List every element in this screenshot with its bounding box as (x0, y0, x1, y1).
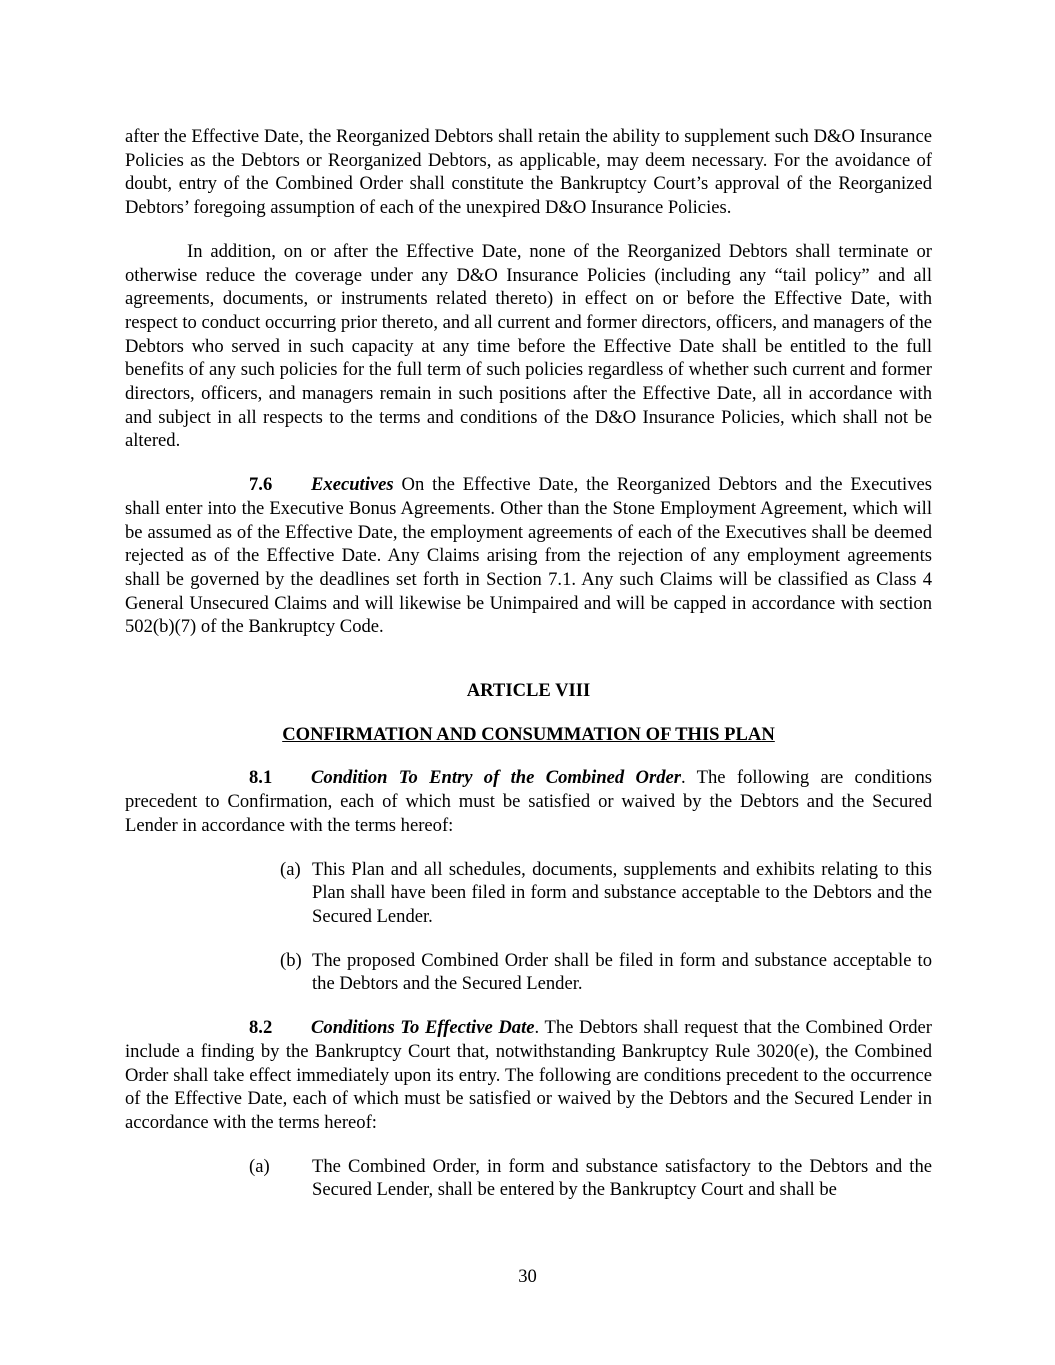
section-8-2 (125, 1016, 932, 1135)
section-text: . The following are conditions precedent to Confirmation, each of which must be satisfied or waived by the Debtors and the Secured Lender in accordance with the terms hereof: (125, 767, 932, 836)
list-item-label: (a) (280, 858, 301, 880)
section-8-1 (125, 766, 932, 837)
section-number: 8.2 (249, 1017, 273, 1039)
section-7-6 (125, 473, 932, 639)
list-item-label: (b) (280, 949, 302, 971)
section-number: 8.1 (249, 767, 273, 789)
section-title: Condition To Entry of the Combined Order (311, 767, 681, 789)
page-number: 30 (518, 1266, 537, 1287)
section-title: Executives (311, 474, 394, 496)
list-item (249, 1155, 932, 1202)
article-number: ARTICLE VIII (466, 680, 591, 702)
section-number: 7.6 (249, 474, 273, 496)
paragraph-in-addition: In addition, on or after the Effective Date, none of the Reorganized Debtors shall terminate or otherwise reduce the coverage under any D&O Insurance Policies (including any “tail policy” and all agreements, documents, or instruments related thereto) in effect on or before the Effective Date, with respect to conduct occurring prior thereto, and all current and former directors, officers, and managers of the Debtors who served in such capacity at any time before the Effective Date shall be entitled to the full benefits of any such policies for the full term of such policies regardless of whether such current and former directors, officers, and managers remain in such positions after the Effective Date, all in accordance with and subject in all respects to the terms and conditions of the D&O Insurance Policies, which shall not be altered. (125, 240, 932, 452)
document-body (125, 125, 932, 1202)
list-item-label: (a) (249, 1155, 270, 1177)
list-item (280, 949, 932, 996)
article-title (125, 723, 932, 747)
list-item-text: This Plan and all schedules, documents, supplements and exhibits relating to this Plan shall have been filed in form and substance acceptable to the Debtors and the Secured Lender. (312, 858, 932, 927)
paragraph-do-insurance-continued: after the Effective Date, the Reorganized Debtors shall retain the ability to supplement such D&O Insurance Policies as the Debtors or Reorganized Debtors, as applicable, may deem necessary. For the avoidance of doubt, entry of the Combined Order shall constitute the Bankruptcy Court’s approval of the Reorganized Debtors’ foregoing assumption of each of the unexpired D&O Insurance Policies. (125, 126, 932, 219)
list-item-text: The proposed Combined Order shall be filed in form and substance acceptable to the Debtors and the Secured Lender. (312, 949, 932, 995)
list-item-text: The Combined Order, in form and substance satisfactory to the Debtors and the Secured Lender, shall be entered by the Bankruptcy Court and shall be (312, 1155, 932, 1201)
article-title-text: CONFIRMATION AND CONSUMMATION OF THIS PLAN (282, 723, 775, 745)
section-text: . The Debtors shall request that the Combined Order include a finding by the Bankruptcy Court that, notwithstanding Bankruptcy Rule 3020(e), the Combined Order shall take effect immediately upon its entry. The following are conditions precedent to the occurrence of the Effective Date, each of which must be satisfied or waived by the Debtors and the Secured Lender in accordance with the terms hereof: (125, 1017, 933, 1133)
list-item (280, 858, 932, 929)
section-title: Conditions To Effective Date (311, 1017, 535, 1039)
section-text: On the Effective Date, the Reorganized Debtors and the Executives shall enter into the Executive Bonus Agreements. Other than the Stone Employment Agreement, which will be assumed as of the Effective Date, the employment agreements of each of the Executives shall be deemed rejected as of the Effective Date. Any Claims arising from the rejection of any employment agreements shall be governed by the deadlines set forth in Section 7.1. Any such Claims will be classified as Class 4 General Unsecured Claims and will likewise be Unimpaired and will be capped in accordance with section 502(b)(7) of the Bankruptcy Code. (125, 474, 932, 638)
